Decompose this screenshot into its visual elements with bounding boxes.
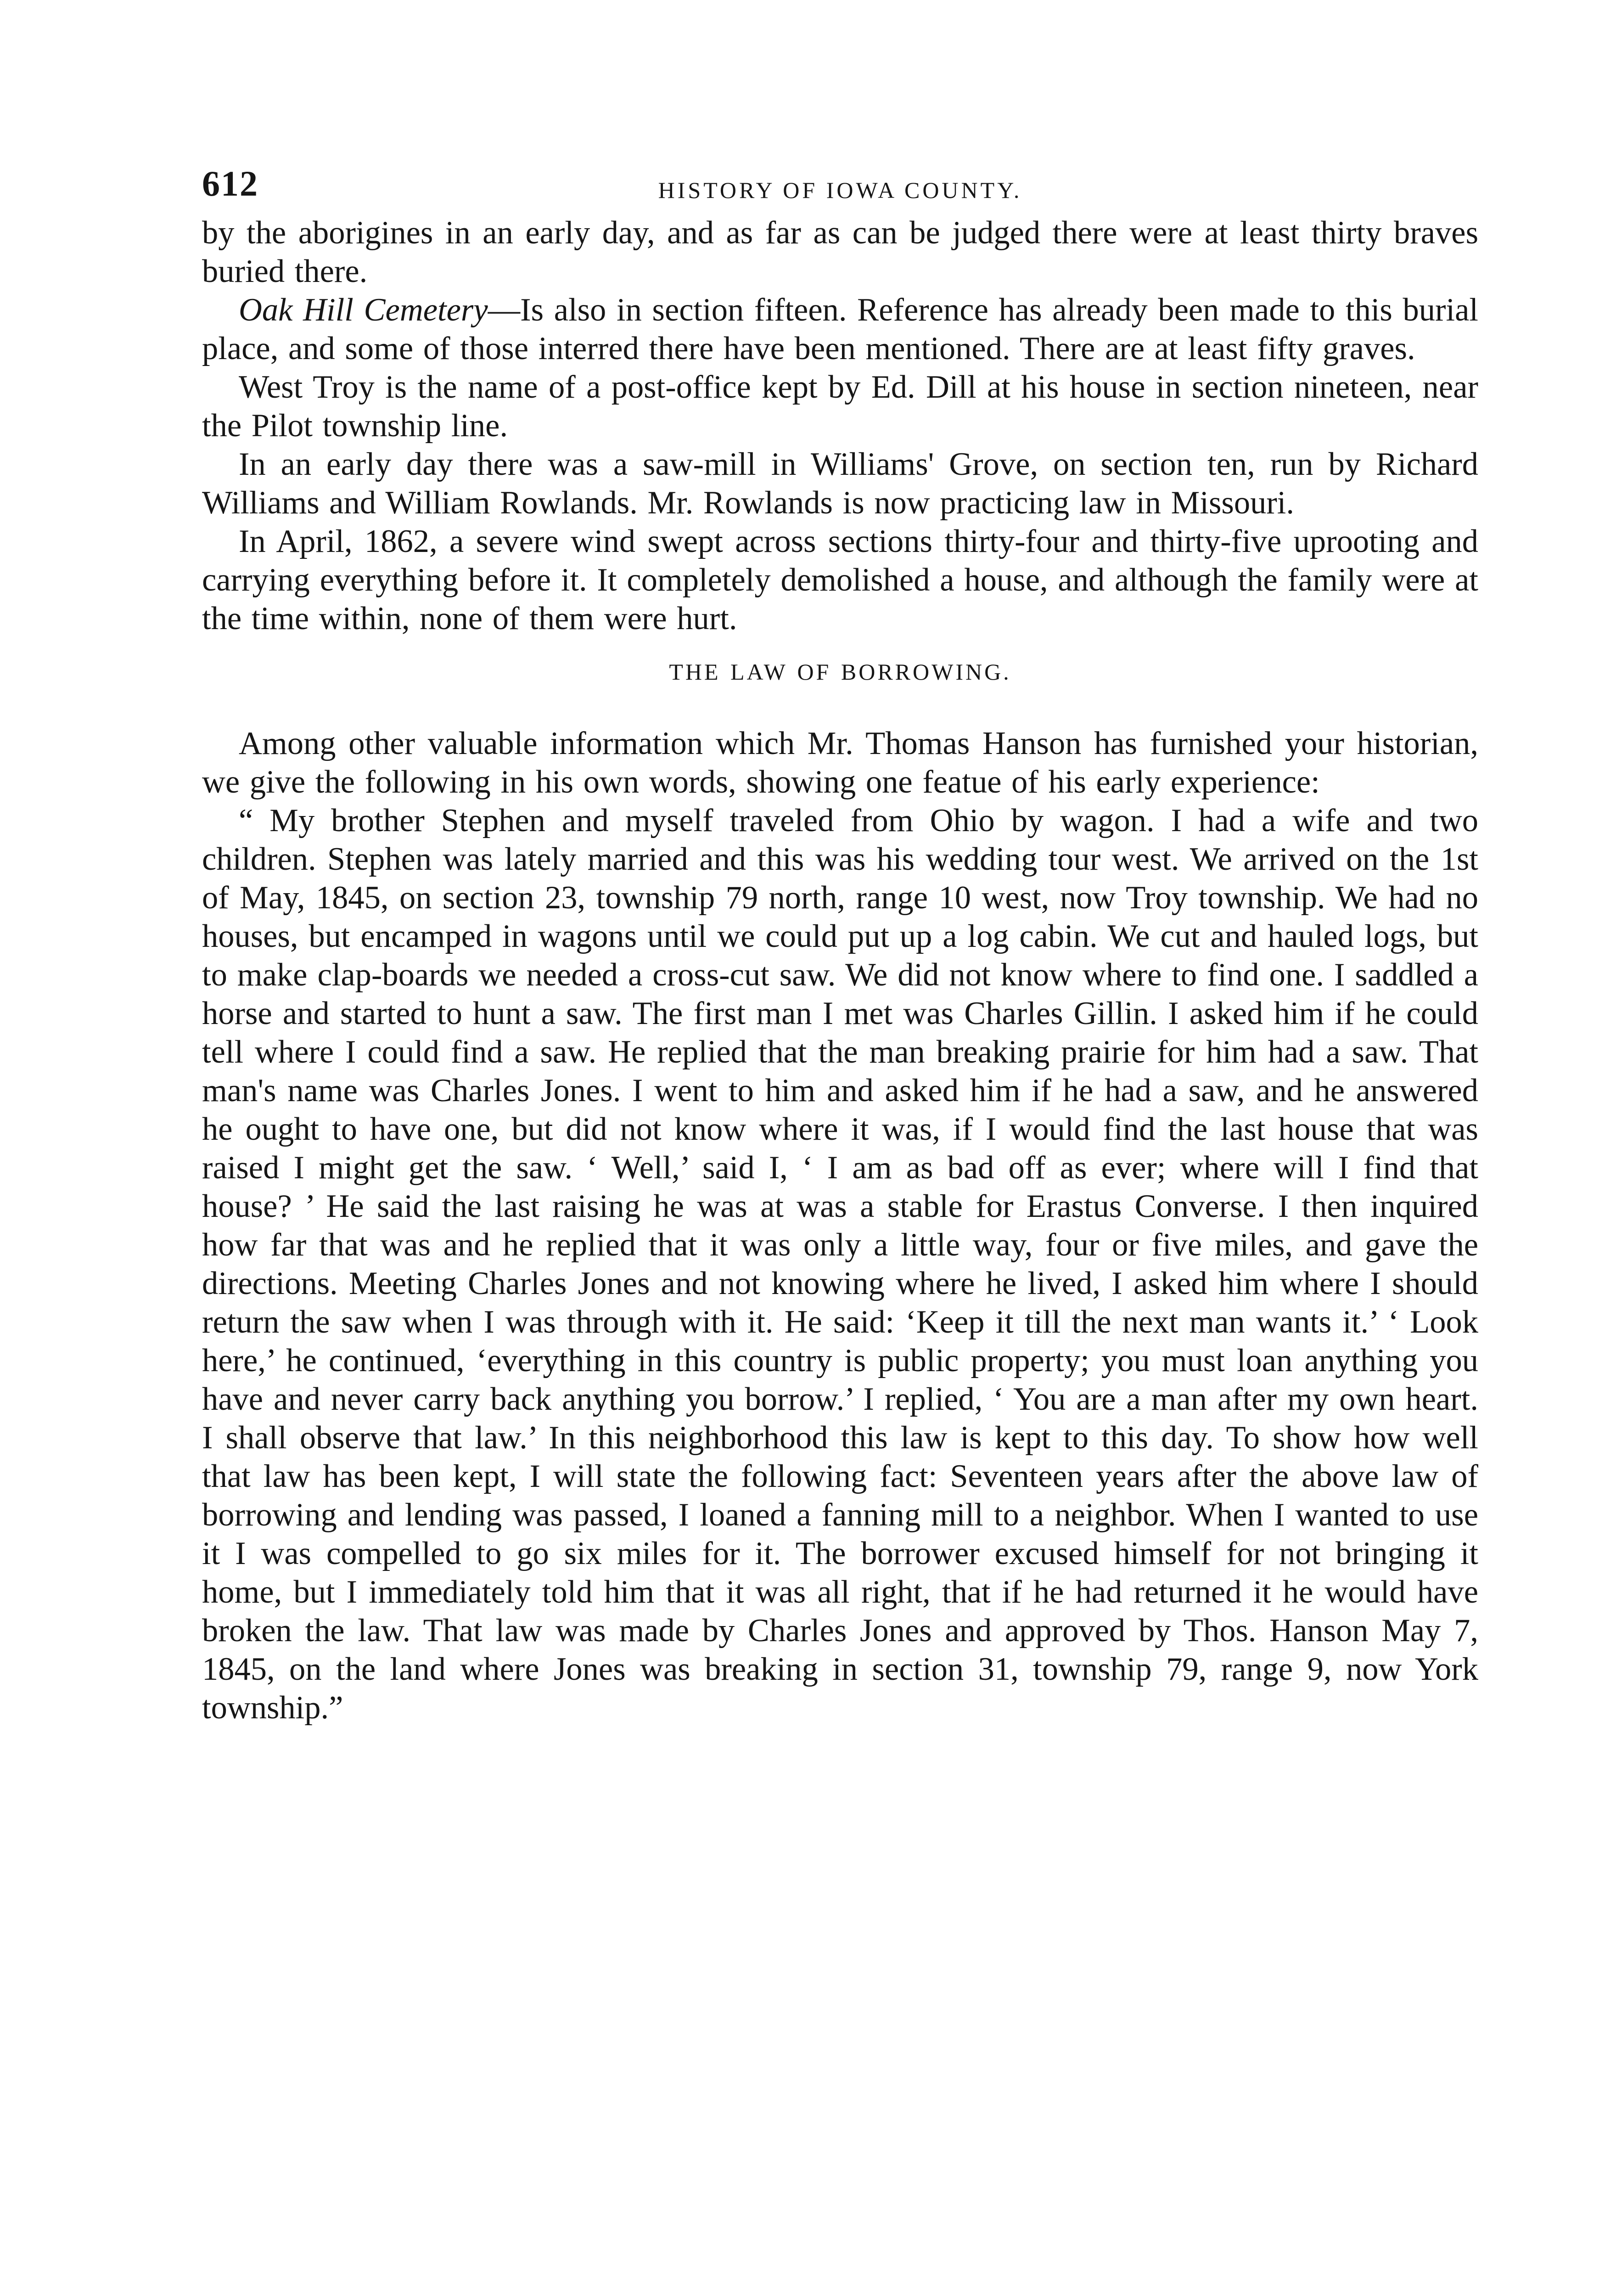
- paragraph: West Troy is the name of a post-office kept by Ed. Dill at his house in section nineteen, near the Pilot township line.: [202, 369, 1478, 444]
- section-heading: THE LAW OF BORROWING.: [669, 659, 1011, 685]
- book-page: [202, 163, 1478, 1727]
- paragraph: In an early day there was a saw-mill in Williams' Grove, on section ten, run by Richard Williams and William Rowlands. Mr. Rowlands is now practicing law in Missouri.: [202, 446, 1478, 521]
- page-number: 612: [202, 163, 258, 203]
- paragraph: by the aborigines in an early day, and as far as can be judged there were at least thirty braves buried there.: [202, 215, 1478, 289]
- body-text: [202, 214, 1478, 1727]
- paragraph: Among other valuable information which Mr. Thomas Hanson has furnished your historian, we give the following in his own words, showing one featue of his early experience:: [202, 726, 1478, 800]
- paragraph-text: —Is also in section fifteen. Reference has already been made to this burial place, and some of those interred there have been mentioned. There are at least fifty graves.: [202, 292, 1478, 366]
- quoted-narrative: “ My brother Stephen and myself traveled from Ohio by wagon. I had a wife and two children. Stephen was lately married and this was his wedding tour west. We arrived on the 1st of May, 1845, on section 23, township 79 north, range 10 west, now Troy township. We had no houses, but encamped in wagons until we could put up a log cabin. We cut and hauled logs, but to make clap-boards we needed a cross-cut saw. We did not know where to find one. I saddled a horse and started to hunt a saw. The first man I met was Charles Gillin. I asked him if he could tell where I could find a saw. He replied that the man breaking prairie for him had a saw. That man's name was Charles Jones. I went to him and asked him if he had a saw, and he answered he ought to have one, but did not know where it was, if I would find the last house that was raised I might get the saw. ‘ Well,’ said I, ‘ I am as bad off as ever; where will I find that house? ’ He said the last raising he was at was a stable for Erastus Converse. I then inquired how far that was and he replied that it was only a little way, four or five miles, and gave the directions. Meeting Charles Jones and not knowing where he lived, I asked him where I should return the saw when I was through with it. He said: ‘Keep it till the next man wants it.’ ‘ Look here,’ he continued, ‘everything in this country is public property; you must loan anything you have and never carry back anything you borrow.’ I replied, ‘ You are a man after my own heart. I shall observe that law.’ In this neighborhood this law is kept to this day. To show how well that law has been kept, I will state the following fact: Seventeen years after the above law of borrowing and lending was passed, I loaned a fanning mill to a neighbor. When I wanted to use it I was compelled to go six miles for it. The borrower excused himself for not bringing it home, but I immediately told him that it was all right, that if he had returned it he would have broken the law. That law was made by Charles Jones and approved by Thos. Hanson May 7, 1845, on the land where Jones was breaking in section 31, township 79, range 9, now York township.”: [202, 803, 1478, 1726]
- paragraph: In April, 1862, a severe wind swept across sections thirty-four and thirty-five uprooting and carrying everything before it. It completely demolished a house, and although the family were at the time within, none of them were hurt.: [202, 523, 1478, 636]
- running-title: HISTORY OF IOWA COUNTY.: [658, 177, 1022, 203]
- running-head: [202, 163, 1478, 214]
- cemetery-name: Oak Hill Cemetery: [239, 292, 488, 328]
- paragraph: [202, 291, 1478, 368]
